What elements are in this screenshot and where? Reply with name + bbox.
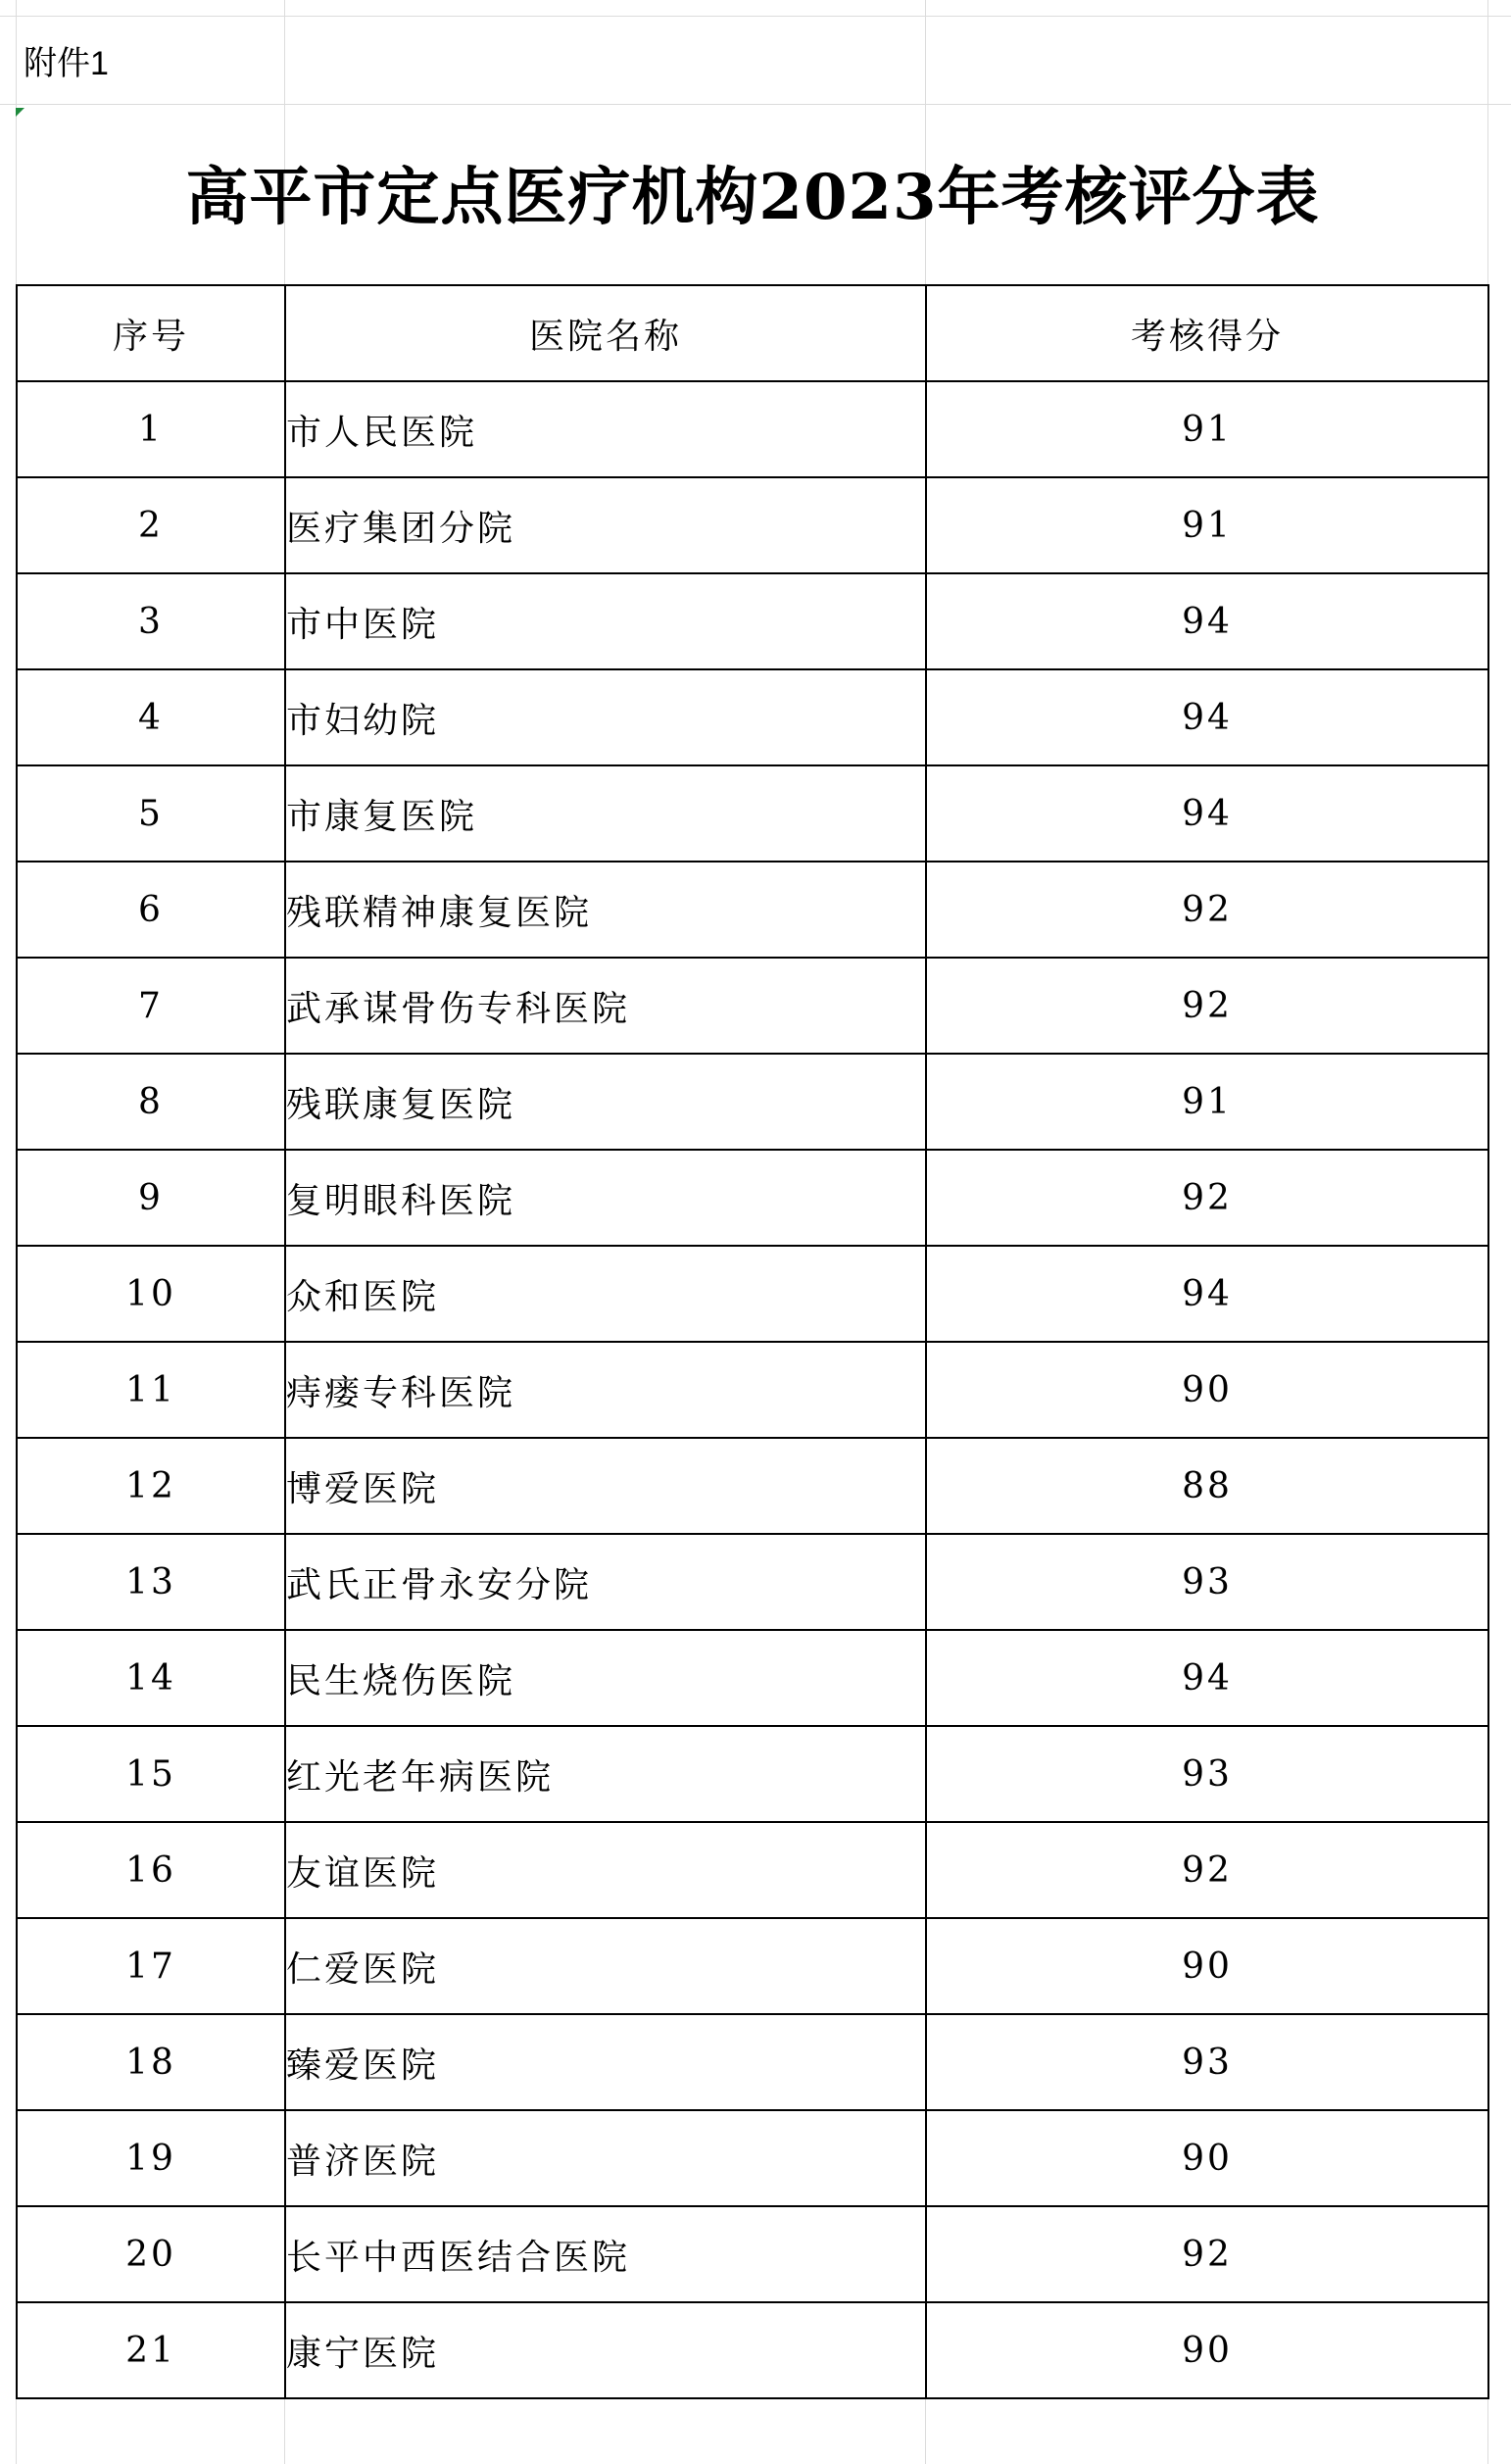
table-row	[17, 1342, 1488, 1438]
cell-score: 93	[926, 2014, 1488, 2110]
cell-no: 19	[17, 2110, 285, 2206]
cell-score: 92	[926, 1822, 1488, 1918]
table-row	[17, 1630, 1488, 1726]
table-row	[17, 669, 1488, 765]
attachment-label: 附件1	[24, 45, 109, 82]
table-row	[17, 573, 1488, 669]
table-row	[17, 2014, 1488, 2110]
table-row	[17, 1438, 1488, 1534]
cell-no: 21	[17, 2302, 285, 2398]
cell-comment-marker-icon	[16, 108, 24, 117]
header-name: 医院名称	[285, 285, 926, 381]
cell-hospital-name: 众和医院	[285, 1246, 926, 1342]
cell-no: 7	[17, 958, 285, 1054]
cell-score: 91	[926, 477, 1488, 573]
cell-score: 90	[926, 1342, 1488, 1438]
cell-no: 10	[17, 1246, 285, 1342]
cell-hospital-name: 市人民医院	[285, 381, 926, 477]
table-row	[17, 1918, 1488, 2014]
cell-score: 90	[926, 2110, 1488, 2206]
cell-hospital-name: 臻爱医院	[285, 2014, 926, 2110]
cell-hospital-name: 康宁医院	[285, 2302, 926, 2398]
table-row	[17, 381, 1488, 477]
cell-no: 8	[17, 1054, 285, 1150]
cell-score: 92	[926, 958, 1488, 1054]
table-row	[17, 2110, 1488, 2206]
cell-no: 4	[17, 669, 285, 765]
table-row	[17, 1246, 1488, 1342]
table-row	[17, 1534, 1488, 1630]
table-row	[17, 1150, 1488, 1246]
table-row	[17, 2206, 1488, 2302]
grid-line	[0, 104, 1511, 105]
table-row	[17, 765, 1488, 862]
cell-no: 13	[17, 1534, 285, 1630]
cell-no: 12	[17, 1438, 285, 1534]
cell-no: 15	[17, 1726, 285, 1822]
cell-no: 2	[17, 477, 285, 573]
table-row	[17, 1054, 1488, 1150]
cell-hospital-name: 红光老年病医院	[285, 1726, 926, 1822]
cell-hospital-name: 友谊医院	[285, 1822, 926, 1918]
cell-no: 3	[17, 573, 285, 669]
table-row	[17, 1822, 1488, 1918]
header-score: 考核得分	[926, 285, 1488, 381]
cell-score: 90	[926, 1918, 1488, 2014]
cell-hospital-name: 普济医院	[285, 2110, 926, 2206]
cell-no: 17	[17, 1918, 285, 2014]
table-header-row	[17, 285, 1488, 381]
table-row	[17, 2302, 1488, 2398]
cell-no: 1	[17, 381, 285, 477]
cell-no: 6	[17, 862, 285, 958]
cell-score: 94	[926, 1246, 1488, 1342]
cell-hospital-name: 民生烧伤医院	[285, 1630, 926, 1726]
table-row	[17, 477, 1488, 573]
table-row	[17, 958, 1488, 1054]
page-title: 高平市定点医疗机构2023年考核评分表	[185, 161, 1320, 234]
cell-hospital-name: 仁爱医院	[285, 1918, 926, 2014]
cell-no: 11	[17, 1342, 285, 1438]
cell-no: 9	[17, 1150, 285, 1246]
cell-score: 88	[926, 1438, 1488, 1534]
cell-score: 94	[926, 1630, 1488, 1726]
cell-score: 92	[926, 862, 1488, 958]
cell-hospital-name: 博爱医院	[285, 1438, 926, 1534]
cell-no: 16	[17, 1822, 285, 1918]
grid-line	[0, 16, 1511, 17]
cell-hospital-name: 武承谋骨伤专科医院	[285, 958, 926, 1054]
cell-hospital-name: 长平中西医结合医院	[285, 2206, 926, 2302]
cell-score: 94	[926, 573, 1488, 669]
cell-score: 93	[926, 1726, 1488, 1822]
cell-score: 92	[926, 1150, 1488, 1246]
cell-score: 90	[926, 2302, 1488, 2398]
cell-no: 14	[17, 1630, 285, 1726]
cell-hospital-name: 市妇幼院	[285, 669, 926, 765]
cell-score: 92	[926, 2206, 1488, 2302]
cell-hospital-name: 市中医院	[285, 573, 926, 669]
score-table	[16, 284, 1489, 2399]
cell-hospital-name: 医疗集团分院	[285, 477, 926, 573]
cell-hospital-name: 复明眼科医院	[285, 1150, 926, 1246]
cell-hospital-name: 残联精神康复医院	[285, 862, 926, 958]
cell-score: 91	[926, 381, 1488, 477]
cell-score: 93	[926, 1534, 1488, 1630]
cell-score: 91	[926, 1054, 1488, 1150]
cell-hospital-name: 痔瘘专科医院	[285, 1342, 926, 1438]
cell-no: 18	[17, 2014, 285, 2110]
table-row	[17, 1726, 1488, 1822]
cell-no: 20	[17, 2206, 285, 2302]
cell-score: 94	[926, 669, 1488, 765]
header-no: 序号	[17, 285, 285, 381]
cell-no: 5	[17, 765, 285, 862]
table-row	[17, 862, 1488, 958]
cell-score: 94	[926, 765, 1488, 862]
cell-hospital-name: 市康复医院	[285, 765, 926, 862]
cell-hospital-name: 残联康复医院	[285, 1054, 926, 1150]
cell-hospital-name: 武氏正骨永安分院	[285, 1534, 926, 1630]
